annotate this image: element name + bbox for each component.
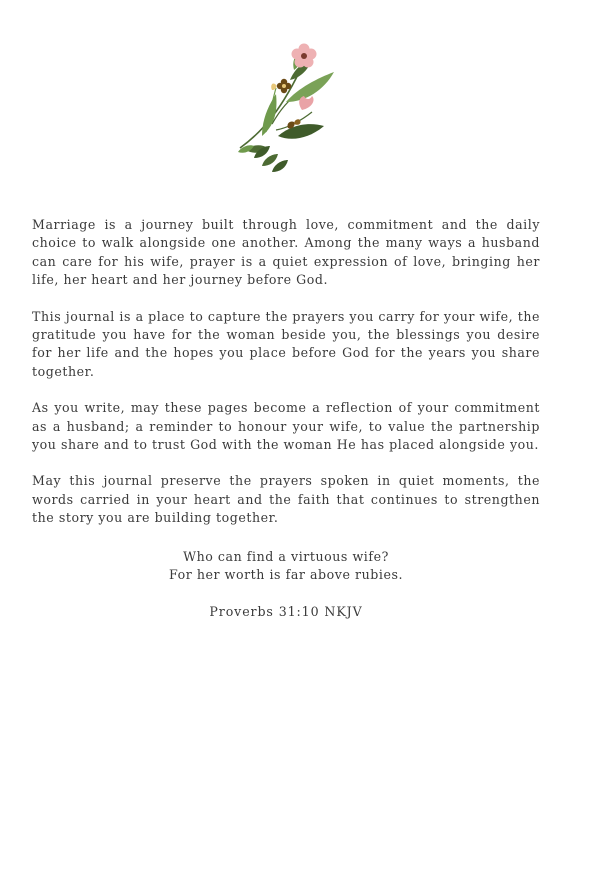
verse-line-1: Who can find a virtuous wife? xyxy=(183,549,389,564)
paragraph-marriage: Marriage is a journey built through love, commitment and the daily choice to walk alongside one another. Among the many ways a husband can care for his wife, prayer is a quiet expression of love, bringing her life, her heart and her journey before God. xyxy=(32,217,540,288)
floral-sprig-icon xyxy=(232,40,342,180)
paragraph-journal-purpose: This journal is a place to capture the prayers you carry for your wife, the gratitude you have for the woman beside you, the blessings you desire for her life and the hopes you place before God for the years you share together. xyxy=(32,308,541,379)
verse-line-2: For her worth is far above rubies. xyxy=(168,567,404,583)
bible-verse xyxy=(32,548,540,621)
paragraph-preserve-prayers: May this journal preserve the prayers spoken in quiet moments, the words carried in your heart and the faith that continues to strengthen the story you are building together. xyxy=(32,473,540,526)
verse-reference: Proverbs 31:10 NKJV xyxy=(209,603,363,619)
paragraph-reflection: As you write, may these pages become a reflection of your commitment as a husband; a reminder to honour your wife, to value the partnership you share and to trust God with the woman He has placed alongside you. xyxy=(32,400,540,453)
intro-text xyxy=(32,216,540,546)
